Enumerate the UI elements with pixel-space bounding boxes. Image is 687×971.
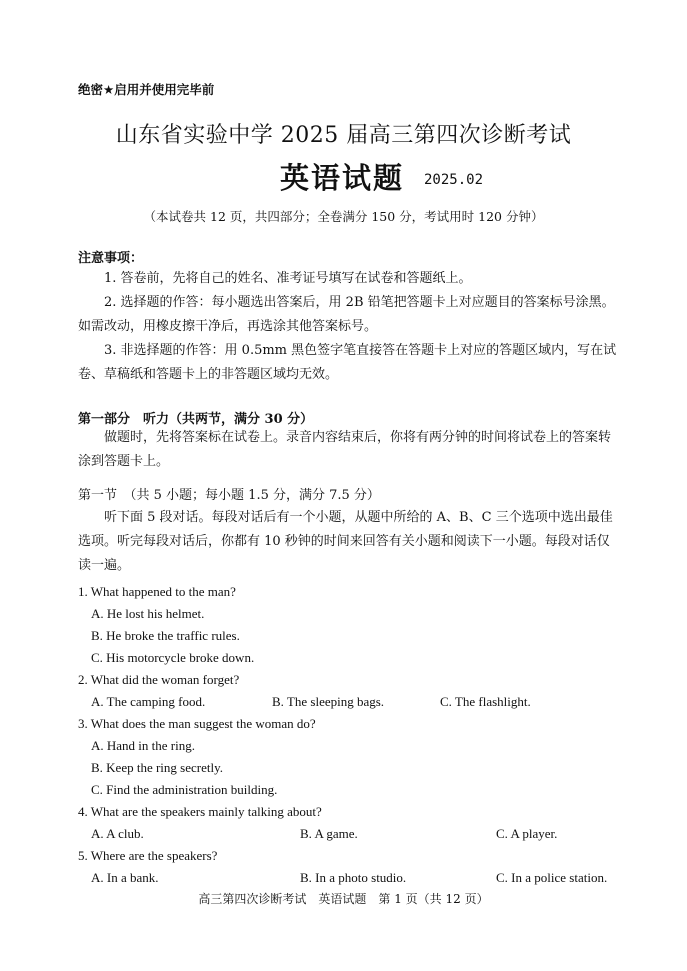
question-option: C. His motorcycle broke down. bbox=[91, 650, 255, 665]
question-option: B. The sleeping bags. bbox=[272, 694, 385, 709]
page-footer: 高三第四次诊断考试 英语试题 第 1 页（共 12 页） bbox=[198, 892, 489, 906]
question-option: B. In a photo studio. bbox=[300, 870, 407, 885]
confidential-label: 绝密★启用并使用完毕前 bbox=[78, 82, 215, 97]
question-option: A. The camping food. bbox=[91, 694, 206, 709]
question-stem: 5. Where are the speakers? bbox=[78, 848, 218, 863]
subject-title: 英语试题 bbox=[280, 161, 405, 195]
question-option: C. The flashlight. bbox=[440, 694, 531, 709]
part1-heading: 第一部分 听力（共两节，满分 30 分） bbox=[78, 412, 314, 427]
question-option: B. He broke the traffic rules. bbox=[91, 628, 240, 643]
school-title: 山东省实验中学 2025 届高三第四次诊断考试 bbox=[115, 123, 572, 148]
exam-info: （本试卷共 12 页，共四部分；全卷满分 150 分，考试用时 120 分钟） bbox=[143, 209, 544, 224]
notice-item-3: 3. 非选择题的作答：用 0.5mm 黑色签字笔直接答在答题卡上对应的答题区域内，写在试卷、草稿纸和答题卡上的非答题区域均无效。 bbox=[78, 343, 617, 382]
question-stem: 1. What happened to the man? bbox=[78, 584, 236, 599]
question-option: A. A club. bbox=[91, 826, 144, 841]
question-option: C. A player. bbox=[496, 826, 558, 841]
notice-heading: 注意事项： bbox=[78, 251, 144, 266]
question-option: B. Keep the ring secretly. bbox=[91, 760, 223, 775]
question-stem: 3. What does the man suggest the woman do? bbox=[78, 716, 316, 731]
exam-date: 2025.02 bbox=[424, 172, 484, 188]
question-option: A. In a bank. bbox=[91, 870, 159, 885]
section1-directions: 听下面 5 段对话。每段对话后有一个小题，从题中所给的 A、B、C 三个选项中选出最佳选项。听完每段对话后，你都有 10 秒钟的时间来回答有关小题和阅读下一小题。每段对话仅读一遍。 bbox=[78, 510, 613, 573]
question-option: A. Hand in the ring. bbox=[91, 738, 195, 753]
question-option: A. He lost his helmet. bbox=[91, 606, 205, 621]
question-option: C. Find the administration building. bbox=[91, 782, 278, 797]
section1-heading: 第一节 （共 5 小题；每小题 1.5 分，满分 7.5 分） bbox=[78, 488, 380, 503]
question-stem: 2. What did the woman forget? bbox=[78, 672, 240, 687]
question-option: B. A game. bbox=[300, 826, 358, 841]
question-stem: 4. What are the speakers mainly talking about? bbox=[78, 804, 322, 819]
notice-item-2: 2. 选择题的作答：每小题选出答案后，用 2B 铅笔把答题卡上对应题目的答案标号涂黑。如需改动，用橡皮擦干净后，再选涂其他答案标号。 bbox=[78, 295, 615, 334]
part1-directions: 做题时，先将答案标在试卷上。录音内容结束后，你将有两分钟的时间将试卷上的答案转涂到答题卡上。 bbox=[78, 430, 612, 469]
question-option: C. In a police station. bbox=[496, 870, 608, 885]
notice-item-1: 1. 答卷前，先将自己的姓名、准考证号填写在试卷和答题纸上。 bbox=[104, 271, 472, 286]
